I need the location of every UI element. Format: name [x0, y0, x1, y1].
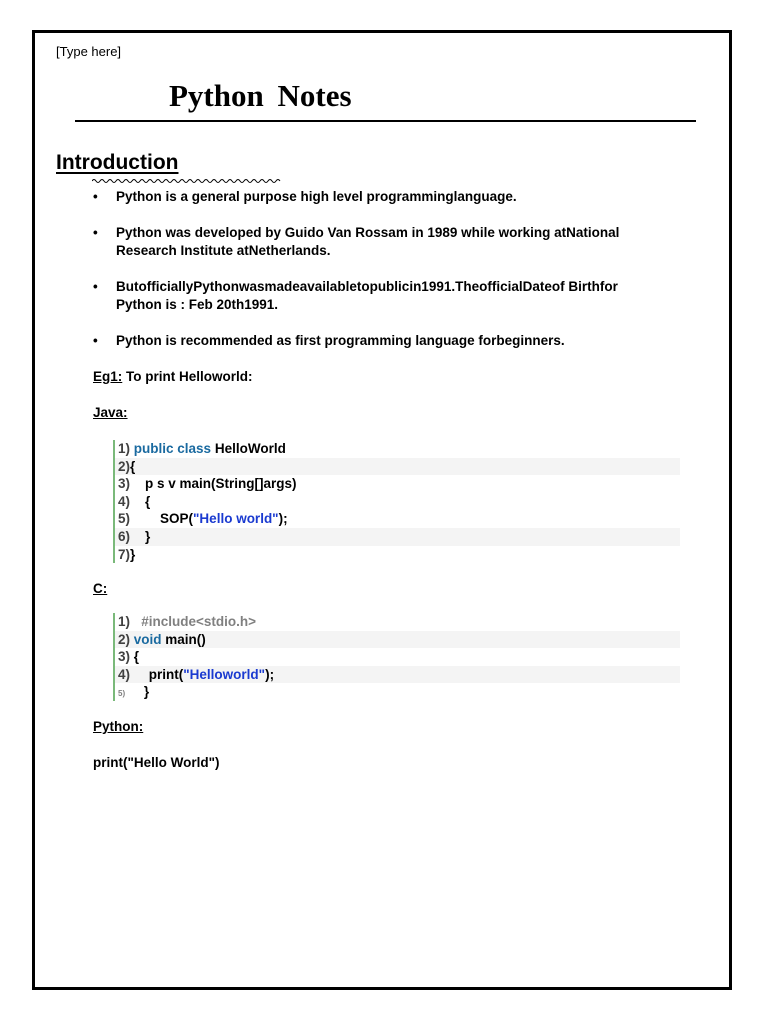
example-text: To print Helloworld:	[122, 369, 253, 384]
c-code-block	[113, 613, 680, 701]
code-line	[115, 510, 680, 528]
code-text: }	[130, 528, 151, 544]
section-heading-introduction: Introduction	[56, 151, 179, 174]
code-text: );	[278, 511, 288, 527]
line-number: 1)	[118, 614, 131, 629]
code-text: p s v main(String[]args)	[130, 476, 297, 492]
code-line	[115, 631, 680, 649]
code-text: {	[130, 649, 140, 665]
list-item-text: ButofficiallyPythonwasmadeavailabletopublicin1991.TheofficialDateof Birthfor Python is : Feb 20th1991.	[116, 279, 618, 312]
code-preprocessor: #include<stdio.h>	[130, 614, 257, 629]
list-item-text: Python was developed by Guido Van Rossam in 1989 while working atNational Research Institute atNetherlands.	[116, 225, 620, 258]
example-line	[93, 368, 253, 386]
bullet-icon: •	[93, 225, 98, 240]
line-number: 2)	[118, 631, 131, 647]
code-keyword: void	[130, 631, 162, 647]
line-number: 5)	[118, 511, 131, 527]
code-text: {	[130, 458, 136, 474]
header-placeholder[interactable]: [Type here]	[56, 44, 122, 59]
code-line	[115, 475, 680, 493]
spellcheck-squiggle	[92, 178, 282, 184]
list-item-text: Python is recommended as first programming language forbeginners.	[116, 333, 565, 348]
bullet-icon: •	[93, 333, 98, 348]
document-title: Python Notes	[169, 78, 352, 113]
line-number: 2)	[118, 458, 131, 474]
bullet-icon: •	[93, 279, 98, 294]
code-text: );	[265, 666, 275, 682]
list-item-text: Python is a general purpose high level programminglanguage.	[116, 189, 517, 204]
python-code: print("Hello World")	[93, 755, 220, 770]
code-text: print(	[130, 666, 184, 682]
line-number: 7)	[118, 546, 131, 562]
code-text: main()	[161, 631, 206, 647]
bullet-icon: •	[93, 189, 98, 204]
title-rule	[75, 120, 696, 122]
line-number: 3)	[118, 649, 131, 665]
code-line	[115, 493, 680, 511]
code-line	[115, 528, 680, 546]
code-line	[115, 648, 680, 666]
line-number: 4)	[118, 666, 131, 682]
code-string: "Hello world"	[193, 511, 279, 527]
line-number: 3)	[118, 476, 131, 492]
line-number: 1)	[118, 441, 131, 456]
example-label: Eg1:	[93, 369, 123, 384]
java-label: Java:	[93, 405, 128, 420]
code-string: "Helloworld"	[183, 666, 266, 682]
code-text: {	[130, 493, 151, 509]
code-line	[115, 683, 680, 701]
java-code-block	[113, 440, 680, 563]
c-label: C:	[93, 581, 108, 596]
code-line	[115, 546, 680, 564]
code-keyword: public class	[133, 441, 212, 456]
code-line	[115, 458, 680, 476]
code-line	[115, 666, 680, 684]
code-line	[115, 613, 680, 631]
line-number: 6)	[118, 528, 131, 544]
code-text: }	[125, 684, 150, 700]
code-line	[115, 440, 680, 458]
code-text: SOP(	[130, 511, 194, 527]
python-label: Python:	[93, 719, 144, 734]
code-text: HelloWorld	[211, 441, 286, 456]
line-number: 4)	[118, 493, 131, 509]
code-text: }	[130, 546, 136, 562]
line-number: 5)	[118, 689, 126, 699]
